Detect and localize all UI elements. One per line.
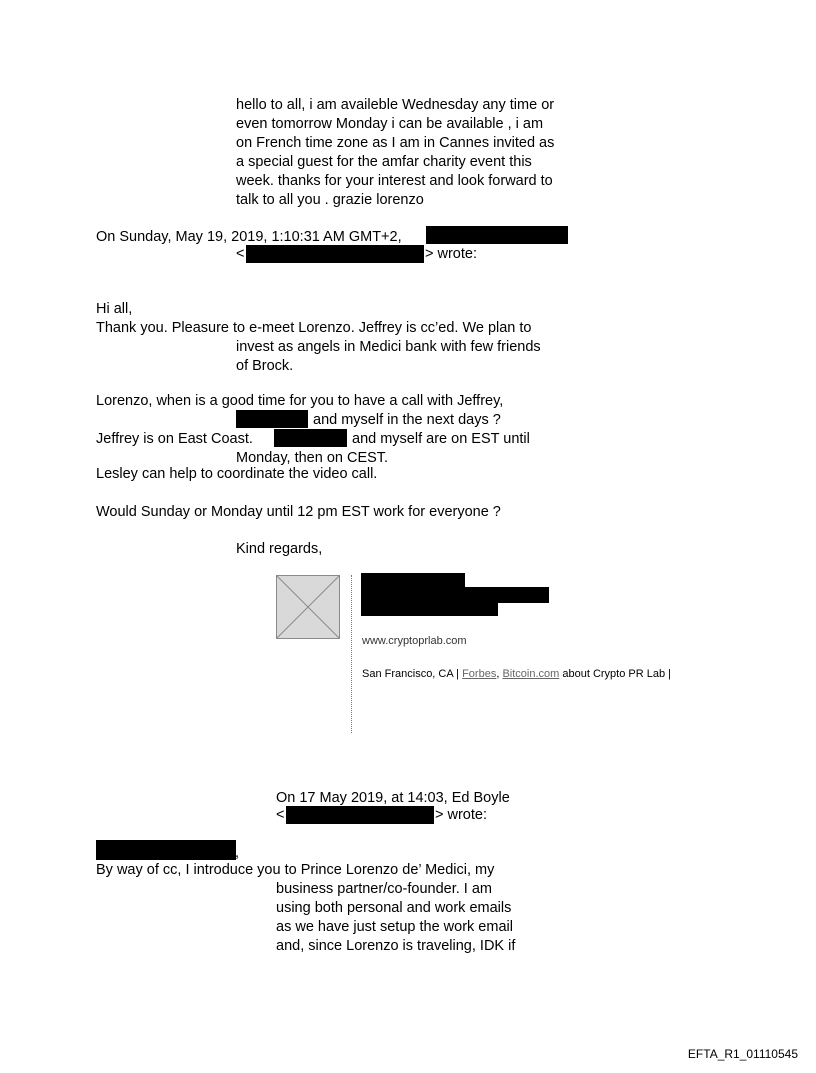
closing: Kind regards,: [236, 541, 323, 557]
paragraph-line: and myself in the next days ?: [313, 412, 501, 428]
greeting: Hi all,: [96, 301, 133, 317]
header-wrote: > wrote:: [425, 246, 477, 262]
paragraph-line: Jeffrey is on East Coast.: [96, 431, 253, 447]
redaction-block: [274, 429, 347, 447]
signature-divider: [351, 575, 352, 733]
paragraph-line: Monday, then on CEST.: [236, 450, 389, 466]
redaction-block: [361, 601, 498, 616]
paragraph-line: Thank you. Pleasure to e-meet Lorenzo. Jeffrey is cc’ed. We plan to: [96, 320, 532, 336]
reply-line: hello to all, i am availeble Wednesday any time or: [236, 97, 555, 113]
paragraph-line: By way of cc, I introduce you to Prince Lorenzo de’ Medici, my: [96, 862, 495, 878]
paragraph-line: Would Sunday or Monday until 12 pm EST work for everyone ?: [96, 504, 501, 520]
paragraph-line: using both personal and work emails: [276, 900, 512, 916]
paragraph-line: of Brock.: [236, 358, 294, 374]
reply-line: on French time zone as I am in Cannes invited as: [236, 135, 555, 151]
signature-location-line: [362, 668, 671, 680]
document-id: EFTA_R1_01110545: [687, 1047, 798, 1061]
salutation-comma: ,: [235, 845, 240, 861]
header-date-line: On Sunday, May 19, 2019, 1:10:31 AM GMT+2,: [96, 229, 402, 245]
header-wrote: > wrote:: [435, 807, 487, 823]
signature-website: www.cryptoprlab.com: [362, 635, 467, 647]
image-placeholder-icon: [276, 575, 340, 639]
paragraph-line: as we have just setup the work email: [276, 919, 513, 935]
signature-location: San Francisco, CA |: [362, 668, 463, 680]
paragraph-line: invest as angels in Medici bank with few friends: [236, 339, 541, 355]
paragraph-line: Lorenzo, when is a good time for you to have a call with Jeffrey,: [96, 393, 504, 409]
bitcoin-link[interactable]: Bitcoin.com: [502, 668, 560, 680]
paragraph-line: and, since Lorenzo is traveling, IDK if: [276, 938, 516, 954]
signature-separator: ,: [496, 668, 503, 680]
reply-line: even tomorrow Monday i can be available , i am: [236, 116, 544, 132]
redaction-block: [236, 410, 308, 428]
redaction-block: [426, 226, 568, 244]
paragraph-line: business partner/co-founder. I am: [276, 881, 493, 897]
forbes-link[interactable]: Forbes: [462, 668, 497, 680]
signature-suffix: about Crypto PR Lab |: [559, 668, 672, 680]
reply-line: week. thanks for your interest and look forward to: [236, 173, 553, 189]
paragraph-line: and myself are on EST until: [352, 431, 530, 447]
paragraph-line: Lesley can help to coordinate the video call.: [96, 466, 378, 482]
reply-line: talk to all you . grazie lorenzo: [236, 192, 424, 208]
header-date-line: On 17 May 2019, at 14:03, Ed Boyle: [276, 790, 510, 806]
redaction-block: [96, 840, 236, 860]
header-lt: <: [236, 246, 245, 262]
redaction-block: [246, 245, 424, 263]
header-lt: <: [276, 807, 285, 823]
redaction-block: [286, 806, 434, 824]
reply-line: a special guest for the amfar charity event this: [236, 154, 532, 170]
